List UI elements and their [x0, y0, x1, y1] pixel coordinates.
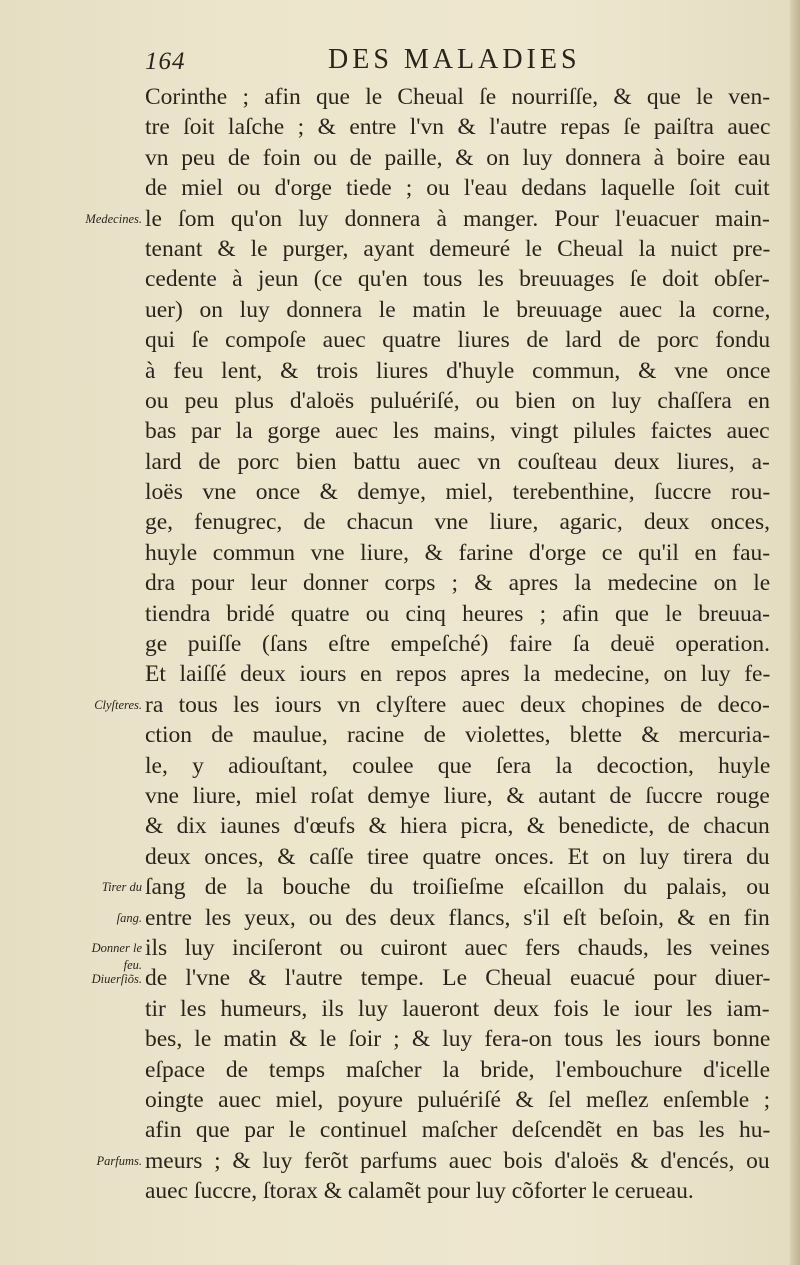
text-line: ction de maulue, racine de violettes, blette & mercuria- [145, 722, 771, 749]
text-line: tre ſoit laſche ; & entre l'vn & l'autre repas ſe paiſtra auec [145, 114, 771, 141]
page-number: 164 [145, 48, 186, 75]
text-line: de l'vne & l'autre tempe. Le Cheual euacué pour diuer- [145, 965, 771, 992]
text-line: afin que par le continuel maſcher deſcendẽt en bas les hu- [145, 1117, 771, 1144]
text-line: uer) on luy donnera le matin le breuuage auec la corne, [145, 296, 771, 323]
text-line: eſpace de temps maſcher la bride, l'embouchure d'icelle [145, 1056, 771, 1083]
margin-note: Donner le [91, 941, 142, 956]
text-line: tenant & le purger, ayant demeuré le Cheual la nuict pre- [145, 235, 771, 262]
margin-note: Tirer du [101, 880, 142, 895]
margin-note: ſang. [116, 910, 142, 925]
text-line: à feu lent, & trois liures d'huyle commun, & vne once [145, 357, 771, 384]
text-line: bes, le matin & le ſoir ; & luy fera-on tous les iours bonne [145, 1026, 771, 1053]
text-line: bas par la gorge auec les mains, vingt pilules faictes auec [145, 418, 770, 445]
margin-note: Medecines. [85, 211, 142, 226]
text-line: ge puiſſe (ſans eſtre empeſché) faire ſa deuë operation. [145, 631, 770, 658]
text-line: le ſom qu'on luy donnera à manger. Pour l'euacuer main- [145, 205, 770, 232]
text-line: vne liure, miel roſat demye liure, & autant de ſuccre rouge [145, 782, 770, 809]
text-line: Et laiſſé deux iours en repos apres la medecine, on luy fe- [145, 661, 771, 688]
text-line: & dix iaunes d'œufs & hiera picra, & benedicte, de chacun [145, 813, 770, 840]
text-line: ils luy inciſeront ou cuiront auec fers chauds, les veines [145, 934, 770, 961]
page-header [0, 44, 800, 78]
margin-note: Clyſteres. [94, 698, 142, 712]
text-line: huyle commun vne liure, & farine d'orge ce qu'il en fau- [145, 539, 771, 566]
page-edge-shadow [790, 0, 800, 1265]
text-line: qui ſe compoſe auec quatre liures de lard de porc fondu [145, 327, 771, 354]
text-line: deux onces, & caſſe tiree quatre onces. Et on luy tirera du [145, 843, 770, 870]
margin-note: Diuerſiõs. [91, 971, 142, 986]
text-line: cedente à jeun (ce qu'en tous les breuuages ſe doit obſer- [145, 266, 770, 293]
running-head: DES MALADIES [328, 44, 581, 75]
text-line: le, y adiouſtant, coulee que ſera la decoction, huyle [145, 752, 771, 779]
text-line: de miel ou d'orge tiede ; ou l'eau dedans laquelle ſoit cuit [145, 175, 770, 202]
text-line: loës vne once & demye, miel, terebenthine, ſuccre rou- [145, 479, 771, 506]
text-line: ou peu plus d'aloës puluériſé, ou bien on luy chaſſera en [145, 387, 771, 414]
text-line: lard de porc bien battu auec vn couſteau deux liures, a- [145, 448, 770, 475]
body-text [145, 82, 770, 1206]
text-line: auec ſuccre, ſtorax & calamẽt pour luy cõforter le cerueau. [145, 1178, 694, 1205]
text-line: meurs ; & luy ferõt parfums auec bois d'aloës & d'encés, ou [145, 1147, 770, 1174]
text-line: ge, fenugrec, de chacun vne liure, agaric, deux onces, [145, 509, 771, 536]
text-line: ra tous les iours vn clyſtere auec deux chopines de deco- [145, 691, 770, 718]
text-line: dra pour leur donner corps ; & apres la medecine on le [145, 570, 771, 597]
margin-note: feu. [123, 957, 142, 972]
text-line: ſang de la bouche du troiſieſme eſcaillon du palais, ou [145, 874, 770, 901]
text-line: Corinthe ; afin que le Cheual ſe nourriſſe, & que le ven- [145, 84, 771, 110]
margin-note: Parfums. [96, 1154, 142, 1168]
text-line: tiendra bridé quatre ou cinq heures ; afin que le breuua- [145, 600, 771, 627]
text-line: tir les humeurs, ils luy laueront deux fois le iour les iam- [145, 995, 770, 1022]
text-line: entre les yeux, ou des deux flancs, s'il eſt beſoin, & en fin [145, 904, 770, 931]
text-line: oingte auec miel, poyure puluériſé & ſel meſlez enſemble ; [145, 1086, 771, 1113]
text-line: vn peu de foin ou de paille, & on luy donnera à boire eau [145, 144, 771, 171]
